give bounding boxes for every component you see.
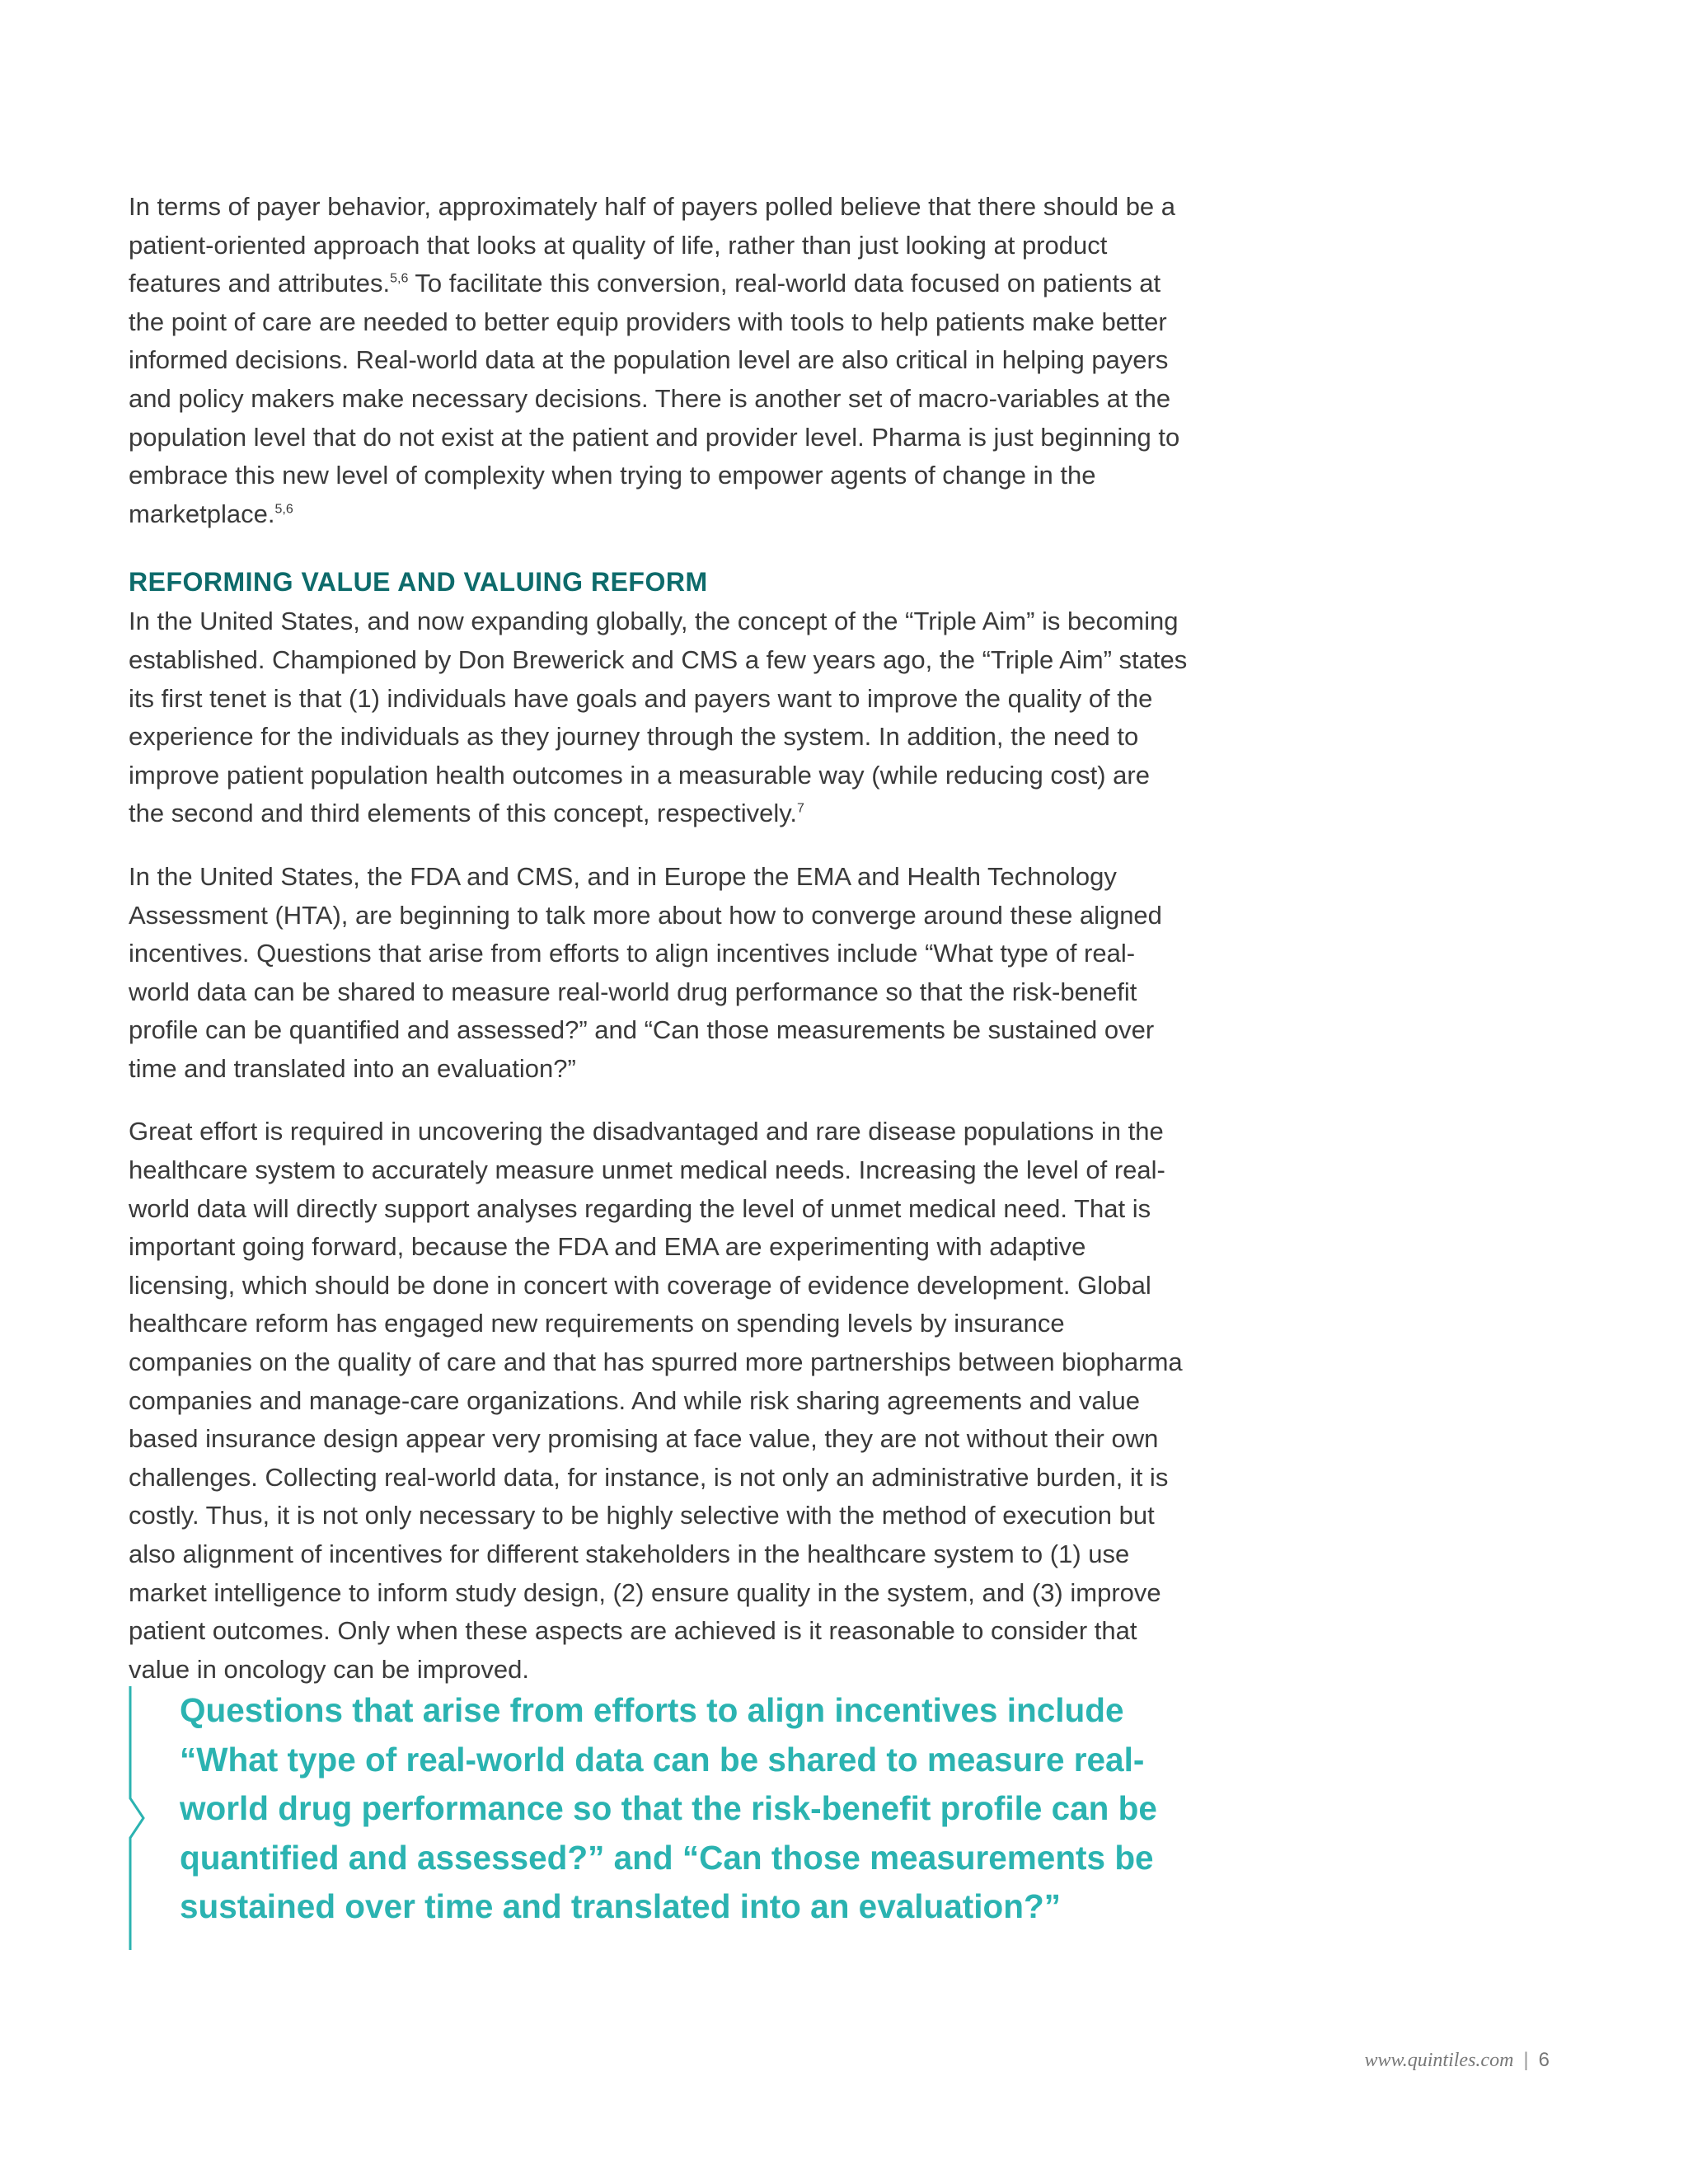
paragraph-text: In the United States, and now expanding globally, the concept of the “Triple Aim” is becoming established. Championed by Don Brewerick and CMS a few years ago, the “Triple Aim” states its first tenet is that (1) individuals have goals and payers want to improve the quality of the experience for the individuals as they journey through the system. In addition, the need to improve patient population health outcomes in a measurable way (while reducing cost) are the second and third elements of this concept, respectively. — [129, 607, 1188, 828]
pull-quote — [129, 1686, 1200, 1950]
paragraph-triple-aim — [129, 602, 1192, 833]
chevron-bracket-icon — [129, 1686, 148, 1950]
page-number: 6 — [1538, 2049, 1550, 2071]
paragraph-fda-cms: In the United States, the FDA and CMS, and in Europe the EMA and Health Technology Assessment (HTA), are beginning to talk more about how to converge around these aligned incentives. Questions that arise from efforts to align incentives include “What type of real-world data can be shared to measure real-world drug performance so that the risk-benefit profile can be quantified and assessed?” and “Can those measurements be sustained over time and translated into an evaluation?” — [129, 861, 1162, 1083]
footer-url[interactable]: www.quintiles.com — [1364, 2050, 1514, 2071]
paragraph-text: To facilitate this conversion, real-world data focused on patients at the point of care are needed to better equip providers with tools to help patients make better informed decisions. Real-world data at the population level are also critical in helping payers and policy makers make necessary decisions. There is another set of macro-variables at the population level that do not exist at the patient and provider level. Pharma is just beginning to embrace this new level of complexity when trying to empower agents of change in the marketplace. — [129, 269, 1180, 528]
footnote-ref[interactable]: 5,6 — [390, 271, 409, 286]
footnote-ref[interactable]: 5,6 — [274, 502, 293, 517]
footnote-ref[interactable]: 7 — [797, 801, 804, 816]
paragraph-payer-behavior — [129, 188, 1192, 533]
pull-quote-text: Questions that arise from efforts to align incentives include “What type of real-world data can be shared to measure real-world drug performance so that the risk-benefit profile can be quantified and assessed?” and “Can those measurements be sustained over time and translated into an evaluation?” — [180, 1691, 1157, 1925]
main-content — [129, 188, 1192, 1713]
page-footer — [1365, 2049, 1550, 2072]
paragraph-text: In terms of payer behavior, approximately half of payers polled believe that there should be a patient-oriented approach that looks at quality of life, rather than just looking at product features and attributes. — [129, 192, 1176, 298]
footer-separator: | — [1523, 2049, 1529, 2071]
section-heading: REFORMING VALUE AND VALUING REFORM — [129, 567, 708, 598]
paragraph-great-effort: Great effort is required in uncovering the disadvantaged and rare disease populations in the healthcare system to accurately measure unmet medical needs. Increasing the level of real-world data will directly support analyses regarding the level of unmet medical need. That is important going forward, because the FDA and EMA are experimenting with adaptive licensing, which should be done in concert with coverage of evidence development. Global healthcare reform has engaged new requirements on spending levels by insurance companies on the quality of care and that has spurred more partnerships between biopharma companies and manage-care organizations. And while risk sharing agreements and value based insurance design appear very promising at face value, they are not without their own challenges. Collecting real-world data, for instance, is not only an administrative burden, it is costly. Thus, it is not only necessary to be highly selective with the method of execution but also alignment of incentives for different stakeholders in the healthcare system to (1) use market intelligence to inform study design, (2) ensure quality in the system, and (3) improve patient outcomes. Only when these aspects are achieved is it reasonable to consider that value in oncology can be improved. — [129, 1117, 1183, 1684]
